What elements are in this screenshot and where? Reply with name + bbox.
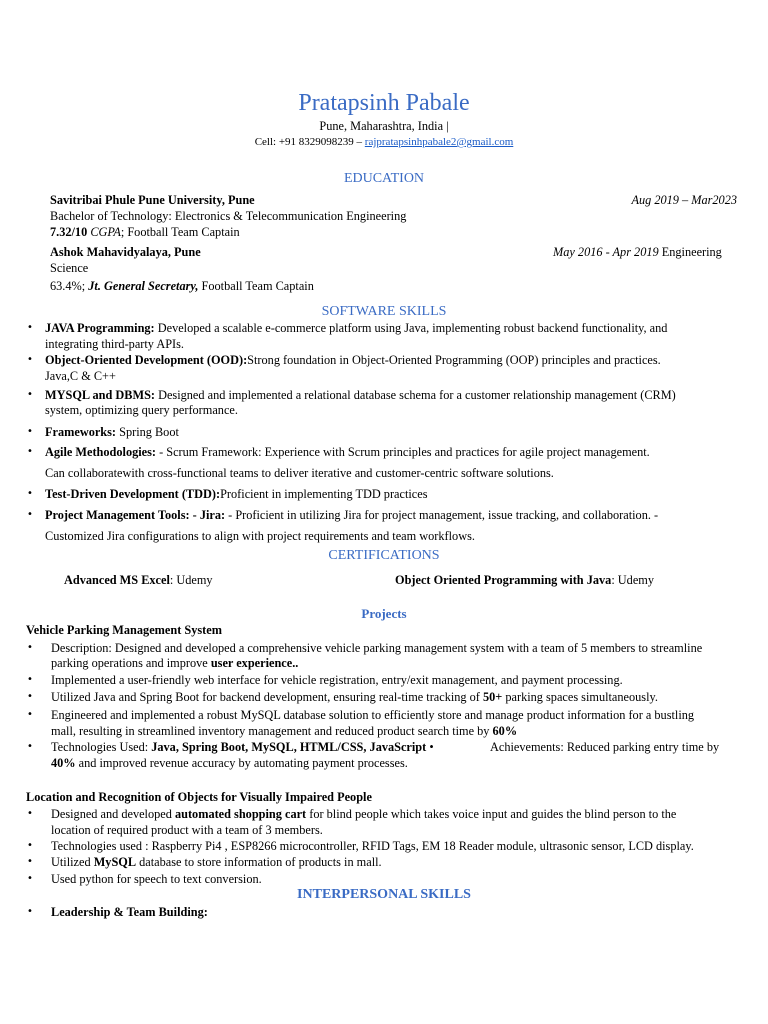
skill-tdd (45, 486, 428, 502)
p1-b4-bold: 60% (492, 724, 518, 738)
p1-b5-dot: • (426, 740, 434, 754)
edu-2-role: Jt. General Secretary, (88, 279, 199, 293)
skill-pm-text-2: Customized Jira configurations to align with project requirements and team workflows. (45, 529, 475, 543)
edu-1-score: 7.32/10 (50, 225, 88, 239)
p1-b4-text: mall, resulting in streamlined inventory management and reduced product search time by (51, 724, 493, 738)
cell-number: Cell: +91 8329098239 – (254, 136, 363, 148)
edu-2-rest: Football Team Captain (201, 279, 314, 293)
skill-agile (45, 444, 650, 460)
skill-agile-text: - Scrum Framework: Experience with Scrum principles and practices for agile project management. (159, 445, 650, 459)
skill-bullet-icon: • (27, 509, 33, 520)
project-bullet-icon: • (27, 691, 33, 702)
skill-frameworks-label: Frameworks: (45, 425, 117, 439)
p2-bullet-2: Technologies used : Raspberry Pi4 , ESP8266 microcontroller, RFID Tags, EM 18 Reader module, ultrasonic sensor, LCD display. (51, 839, 694, 853)
project-2-title: Location and Recognition of Objects for Visually Impaired People (26, 790, 372, 804)
p1-b1-bold: user experience.. (210, 656, 299, 670)
p1-achievements: Achievements: Reduced parking entry time by (490, 740, 720, 754)
skill-pm-jira: - Jira: (192, 508, 226, 522)
p1-b5-bold: Java, Spring Boot, MySQL, HTML/CSS, JavaScript (151, 740, 427, 754)
p2-b3-bold: MySQL (93, 855, 137, 869)
skill-bullet-icon: • (27, 488, 33, 499)
p1-b3-post: parking spaces simultaneously. (502, 690, 658, 704)
cert-item (64, 572, 213, 588)
skill-java-text: Developed a scalable e-commerce platform using Java, implementing robust backend functionality, and (157, 321, 668, 335)
p1-b5-l2-bold: 40% (51, 756, 76, 770)
edu-2-stream: Science (50, 261, 89, 275)
project-bullet-icon: • (27, 674, 33, 685)
p2-bullet-1-line-2: location of required product with a team of 3 members. (51, 823, 323, 837)
p1-bullet-4: Engineered and implemented a robust MySQL database solution to efficiently store and manage product information for a bustling (51, 708, 695, 722)
p1-b3-bold: 50+ (482, 690, 503, 704)
p2-b1-post: for blind people which takes voice input and guides the blind person to the (306, 807, 677, 821)
p2-b3-post: database to store information of products in mall. (136, 855, 382, 869)
skill-ood-text: Strong foundation in Object-Oriented Programming (OOP) principles and practices. (247, 353, 661, 367)
p1-bullet-1-line-2 (51, 655, 298, 671)
p1-b3-text: Utilized Java and Spring Boot for backend development, ensuring real-time tracking of (51, 690, 483, 704)
edu-2-dates-line (553, 244, 722, 260)
skill-bullet-icon: • (27, 426, 33, 437)
skill-bullet-icon: • (27, 389, 33, 400)
cert-issuer: : Udemy (169, 573, 213, 587)
education-heading: EDUCATION (343, 171, 425, 186)
skill-agile-text-2: Can collaboratewith cross-functional teams to deliver iterative and customer-centric software solutions. (45, 466, 554, 480)
skill-mysql-label: MYSQL and DBMS: (45, 388, 156, 402)
edu-2-dates: May 2016 - Apr 2019 (553, 245, 659, 259)
edu-1-degree: Bachelor of Technology: Electronics & Telecommunication Engineering (50, 209, 407, 223)
email-link[interactable]: rajpratapsinhpabale2@gmail.com (364, 136, 514, 148)
skill-pm (45, 507, 658, 523)
skill-mysql (45, 387, 676, 403)
p2-bullet-4: Used python for speech to text conversion. (51, 872, 262, 886)
contact-line (0, 134, 768, 150)
skill-mysql-text: Designed and implemented a relational database schema for a customer relationship management (CRM) (158, 388, 676, 402)
edu-1-score-label: CGPA (90, 225, 121, 239)
skill-pm-text: - Proficient in utilizing Jira for project management, issue tracking, and collaboration. - (228, 508, 659, 522)
skill-tdd-label: Test-Driven Development (TDD): (45, 487, 221, 501)
edu-2-school: Ashok Mahavidyalaya, Pune (50, 245, 201, 259)
p1-bullet-5-line-2 (51, 755, 408, 771)
skill-frameworks (45, 424, 179, 440)
p1-bullet-2: Implemented a user-friendly web interface for vehicle registration, entry/exit management, and payment processing. (51, 673, 623, 687)
edu-2-dates-suffix: Engineering (661, 245, 722, 259)
skill-ood (45, 352, 661, 368)
skill-agile-label: Agile Methodologies: (45, 445, 156, 459)
edu-2-score: 63.4%; (50, 279, 86, 293)
p1-bullet-5 (51, 739, 434, 755)
skill-frameworks-text: Spring Boot (119, 425, 179, 439)
interpersonal-heading: INTERPERSONAL SKILLS (297, 887, 471, 902)
skill-java (45, 320, 667, 336)
p1-b5-text: Technologies Used: (51, 740, 152, 754)
project-bullet-icon: • (27, 856, 33, 867)
p1-b1-text: parking operations and improve (51, 656, 211, 670)
project-bullet-icon: • (27, 642, 33, 653)
edu-1-rest: ; Football Team Captain (120, 225, 240, 239)
project-bullet-icon: • (27, 709, 33, 720)
interpersonal-bullet-icon: • (27, 906, 33, 917)
project-bullet-icon: • (27, 808, 33, 819)
p2-b1-bold: automated shopping cart (174, 807, 307, 821)
interpersonal-item-1: Leadership & Team Building: (51, 905, 208, 919)
skill-bullet-icon: • (27, 446, 33, 457)
edu-1-school: Savitribai Phule Pune University, Pune (50, 193, 255, 207)
p1-bullet-4-line-2 (51, 723, 517, 739)
cert-name: Object Oriented Programming with Java (395, 573, 612, 587)
project-bullet-icon: • (27, 741, 33, 752)
p2-b1-text: Designed and developed (51, 807, 175, 821)
project-1-title: Vehicle Parking Management System (26, 623, 222, 637)
projects-heading: Projects (361, 606, 407, 621)
project-bullet-icon: • (27, 873, 33, 884)
project-bullet-icon: • (27, 840, 33, 851)
candidate-name: Pratapsinh Pabale (298, 90, 470, 116)
edu-1-dates: Aug 2019 – Mar2023 (631, 193, 737, 207)
p1-b5-l2-text: and improved revenue accuracy by automating payment processes. (75, 756, 408, 770)
p1-bullet-3 (51, 689, 658, 705)
cert-name: Advanced MS Excel (64, 573, 170, 587)
cert-item (395, 572, 654, 588)
skill-java-text-2: integrating third-party APIs. (45, 337, 185, 351)
skill-java-label: JAVA Programming: (45, 321, 155, 335)
cert-issuer: : Udemy (611, 573, 655, 587)
software-skills-heading: SOFTWARE SKILLS (321, 304, 447, 319)
p1-bullet-1: Description: Designed and developed a comprehensive vehicle parking management system with a team of 5 members to streamline (51, 641, 703, 655)
certifications-heading: CERTIFICATIONS (328, 548, 440, 563)
p2-b3-text: Utilized (51, 855, 94, 869)
skill-mysql-text-2: system, optimizing query performance. (45, 403, 238, 417)
skill-ood-text-2: Java,C & C++ (45, 369, 116, 383)
skill-ood-label: Object-Oriented Development (OOD): (45, 353, 248, 367)
edu-2-score-line (50, 278, 314, 294)
p2-bullet-3 (51, 854, 382, 870)
skill-pm-label: Project Management Tools: (45, 508, 190, 522)
location: Pune, Maharashtra, India | (319, 119, 449, 133)
p2-bullet-1 (51, 806, 676, 822)
skill-bullet-icon: • (27, 322, 33, 333)
skill-tdd-text: Proficient in implementing TDD practices (220, 487, 428, 501)
skill-bullet-icon: • (27, 354, 33, 365)
edu-1-score-line (50, 224, 240, 240)
